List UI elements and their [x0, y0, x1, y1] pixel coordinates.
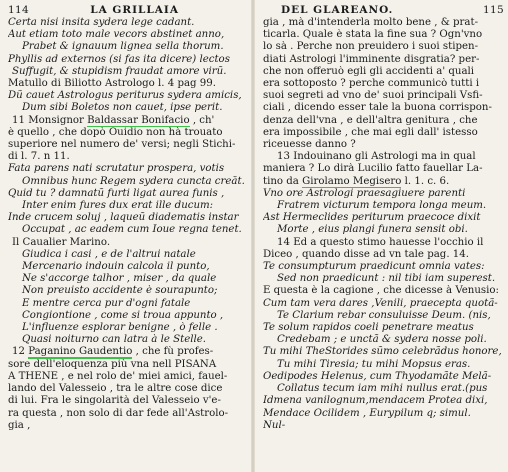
text-line: Prabet & ignauum lignea sella thorum. — [22, 41, 224, 53]
text-line: A THENE , e nel rolo de' miei amici, fauel- — [8, 370, 228, 382]
text-line: Te consumpturum praedicunt omnia vates: — [263, 261, 485, 273]
right-running-title: DEL GLAREANO. — [281, 4, 394, 16]
text-line: Quasi noiturno can latra à le Stelle. — [22, 334, 207, 346]
text-line: Phyllis ad externos (si fas ita dicere) lectos — [8, 53, 230, 65]
text-line: superiore nel numero de' versi; negli Stichi- — [8, 139, 236, 151]
text-line: Giudica i casi , e de l'altrui natale — [22, 248, 196, 260]
text-line: sore dell'eloquenza più vna nell PISANA — [8, 358, 217, 370]
text-line: Nul- — [263, 419, 286, 431]
text-line: Fata parens nati scrutatur prospera, votis — [8, 163, 225, 175]
highlighted-name: Girolamo Megisero — [302, 175, 402, 187]
text-line: E mentre cerca pur d'ogni fatale — [22, 297, 191, 309]
text-line: tino da Girolamo Megisero l. 1. c. 6. — [263, 175, 450, 187]
left-page — [0, 0, 253, 472]
text-line: ciali , dicendo esser tale la buona corrispon- — [263, 102, 492, 114]
text-line: lando del Valesseio , tra le altre cose dice — [8, 383, 223, 395]
text-line: Mercenario indouin calcola il punto, — [22, 261, 210, 273]
text-line: Ne s'accorge talhor , miser , da quale — [22, 273, 217, 285]
text-line: diati Astrologi l'imminente disgratia? per- — [263, 53, 480, 65]
text-line: Diceo , quando disse ad vn tale pag. 14. — [263, 248, 469, 260]
text-line: Aut etiam toto male vecors abstinet anno, — [8, 29, 225, 41]
text-line: Suffugit, & stupidism fraudat amore virũ. — [12, 65, 227, 77]
text-line: Oedipodes Helenus, cum Thyodamãte Melã- — [263, 370, 492, 382]
text-line: Te Clarium rebar consuluisse Deum. (nis, — [277, 309, 491, 321]
text-line: Mendace Ocilidem , Eurypilum q; simul. — [263, 407, 471, 419]
text-line: 11 Monsignor Baldassar Bonifacio , ch' — [12, 114, 215, 126]
text-line: gia , mà d'intenderla molto bene , & prat- — [263, 17, 479, 28]
text-line: Credebam ; e unctã & sydera nosse poli. — [277, 334, 487, 346]
text-line: Morte , eius plangi funera sensit obi. — [277, 224, 468, 236]
text-line: che non offeruò egli gli accidenti a' quali — [263, 65, 475, 77]
text-line: Omnibus hunc Regem sydera cuncta creăt. — [22, 175, 245, 187]
text-line: suoi segreti ad vno de' suoi principali Vsfi- — [263, 90, 483, 102]
text-line: 12 Paganino Gaudentio , che fù profes- — [12, 346, 214, 358]
text-line: Inde crucem soluj , laqueũ diadematis instar — [8, 212, 239, 224]
text-line: è quello , che dopò Ouidio non hà trouato — [8, 126, 223, 138]
highlighted-name: Baldassar Bonifacio — [87, 114, 190, 126]
text-line: Quid tu ? damnatũ furti ligat aurea funis , — [8, 187, 225, 199]
text-line: di lui. Fra le singolarità del Valesseio v'e- — [8, 395, 221, 407]
text-line: Congiontione , come si troua appunto , — [22, 309, 224, 321]
text-line: era impossibile , che mai egli dall' istesso — [263, 126, 478, 138]
text-line: Occupat , ac eadem cum Ioue regna tenet. — [22, 224, 242, 236]
text-line: lo sà . Perche non preuidero i suoi stipen- — [263, 41, 479, 53]
left-page-header — [8, 3, 249, 17]
left-page-text — [8, 17, 249, 432]
text-line: E questa è la cagione , che dicesse à Venusio: — [263, 285, 499, 297]
text-line: 14 Ed a questo stimo hauesse l'occhio il — [277, 236, 484, 248]
text-line: Tu mihi Tiresia; tu mihi Mopsus eras. — [277, 358, 471, 370]
text-line: Inter enim fures dux erat ille ducum: — [22, 200, 214, 212]
text-line: Sed non praedicunt : nil tibi iam superest. — [277, 273, 496, 285]
text-line: denza dell'vna , e dell'altra genitura , che — [263, 114, 478, 126]
text-line: Il Caualier Marino. — [12, 236, 111, 248]
text-line: maniera ? Lo dirà Lucilio fatto fauellar La- — [263, 163, 483, 175]
text-line: Dũ cauet Astrologus periturus sydera amicis, — [8, 90, 242, 102]
text-line: 13 Indouinano gli Astrologi ma in qual — [277, 151, 476, 163]
right-page-header — [263, 3, 504, 17]
text-line: Non preuisto accidente è sourapunto; — [22, 285, 218, 297]
text-line: riceuesse danno ? — [263, 139, 356, 151]
text-line: Idmena vanilognum,mendacem Protea dixi, — [263, 395, 488, 407]
text-line: Matullo di Biliotto Astrologo l. 4 pag 99. — [8, 78, 216, 90]
text-line: Fratrem victurum tempora longa meum. — [277, 200, 487, 212]
text-line: L'influenze esplorar benigne , ò felle . — [22, 322, 218, 334]
text-line: di l. 7. n 11. — [8, 151, 70, 163]
text-line: Tu mihi TheStorides sũmo celebrãdus honore, — [263, 346, 502, 358]
left-page-number: 114 — [8, 4, 29, 16]
left-running-title: LA GRILLAIA — [90, 4, 179, 16]
right-page — [253, 0, 508, 472]
text-line: Vno ore Astrologi praesagiuere parenti — [263, 187, 466, 199]
right-page-text — [263, 17, 504, 432]
text-line: Te solum rapidos coeli penetrare meatus — [263, 322, 474, 334]
text-line: Ast Hermeclides periturum praecoce dixit — [263, 212, 481, 224]
text-line: Collatus tecum iam mihi nullus erat.(pus — [277, 383, 488, 395]
text-line: Cum tam vera dares ,Venili, praecepta quotã- — [263, 297, 498, 309]
text-line: gia , — [8, 419, 31, 431]
text-line: Dum sibi Boletos non cauet, ipse perit. — [22, 102, 223, 114]
text-line: era sottoposto ? perche communicò tutti i — [263, 78, 480, 90]
text-line: Certa nisi insita sydera lege cadant. — [8, 17, 195, 28]
text-line: ra questa , non solo di dar fede all'Astrolo- — [8, 407, 229, 419]
highlighted-name: Paganino Gaudentio — [28, 346, 133, 358]
text-line: ticarla. Quale è stata la fine sua ? Ogn'vno — [263, 29, 483, 41]
right-page-number: 115 — [483, 4, 504, 16]
